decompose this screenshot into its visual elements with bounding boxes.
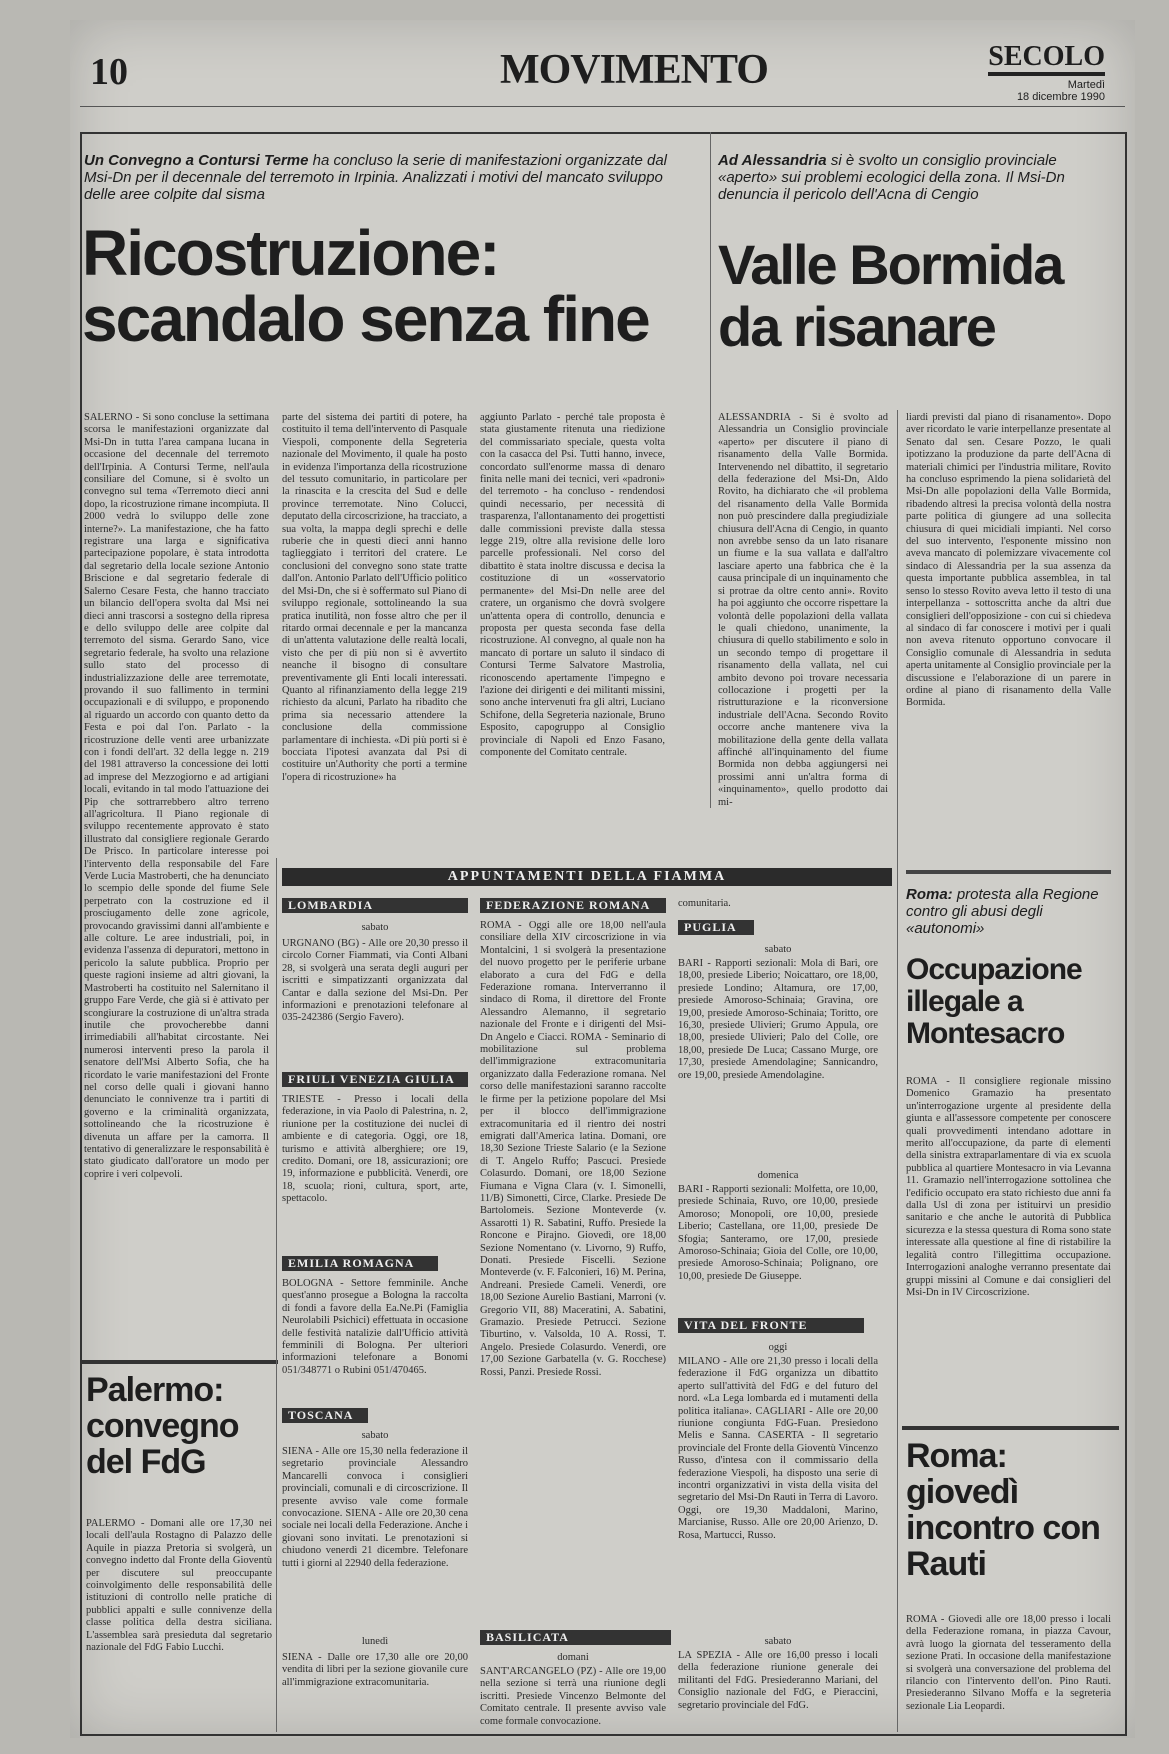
appuntamenti-banner: APPUNTAMENTI DELLA FIAMMA <box>282 868 892 886</box>
lead-headline <box>82 217 702 355</box>
lead-kicker-text: ha concluso la serie di manifestazioni organizzate dal Msi-Dn per il decennale del terremoto in Irpinia. Analizzati i motivi del mancato sviluppo delle aree colpite dal sisma <box>84 152 668 203</box>
vita-day-1: oggi <box>768 1342 788 1353</box>
basilicata-day: domani <box>557 1652 589 1663</box>
rauti-body: ROMA - Giovedì alle ore 18,00 presso i locali della Federazione romana, in piazza Cavour, avrà luogo la giornata del tesseramento della sezione Prati. In occasione della manifestazione si svolgerà una conversazione del problema del rilancio con l'intervento dell'on. Pino Rauti. Presiederanno Silvano Moffa e la segreteria sezionale Lia Leopardi. <box>906 1614 1111 1712</box>
region-vita-fronte: VITA DEL FRONTE <box>678 1318 864 1333</box>
rauti-rule <box>902 1426 1119 1430</box>
section-title: MOVIMENTO <box>500 47 768 93</box>
header-rule <box>80 106 1125 107</box>
newspaper-page <box>70 20 1135 1738</box>
occupazione-kicker <box>906 886 1111 937</box>
romana-continued: comunitaria. <box>678 898 731 909</box>
lombardia-day: sabato <box>361 922 389 933</box>
toscana-day-1: sabato <box>361 1430 389 1441</box>
lead-kicker-place: Un Convegno a Contursi Terme <box>84 152 309 169</box>
basilicata-text: SANT'ARCANGELO (PZ) - Alle ore 19,00 nella sezione si terrà una riunione degli iscritti. Presiede Vincenzo Belmonte del Comitato centrale. Il presente avviso vale come formale convocazione. <box>480 1666 666 1727</box>
valle-headline-line-2: da risanare <box>718 295 995 358</box>
valle-headline-line-1: Valle Bormida <box>718 233 1063 296</box>
lead-headline-line-1: Ricostruzione: <box>82 217 499 289</box>
page-number: 10 <box>90 51 128 93</box>
occupazione-rule <box>906 870 1111 874</box>
issue-day: Martedì <box>1067 79 1105 91</box>
palermo-rule <box>80 1360 278 1364</box>
toscana-text-2: SIENA - Dalle ore 17,30 alle ore 20,00 vendita di libri per la sezione giovanile cure all'immigrazione extracomunitaria. <box>282 1652 468 1688</box>
region-friuli: FRIULI VENEZIA GIULIA <box>282 1072 468 1087</box>
newspaper-logo: SECOLO <box>988 42 1105 76</box>
region-basilicata: BASILICATA <box>480 1630 671 1645</box>
emilia-text: BOLOGNA - Settore femminile. Anche quest'anno prosegue a Bologna la raccolta di fondi a favore della Ea.Ne.Pi (Famiglia Neurolabili Psichici) effettuata in occasione delle festività natalizie dall'Ufficio attività femminili di Bologna. Per ulteriori informazioni telefonare a Bonomi 051/348771 o Rubini 051/470465. <box>282 1278 468 1376</box>
palermo-headline: Palermo: convegno del FdG <box>86 1371 239 1481</box>
lombardia-text: URGNANO (BG) - Alle ore 20,30 presso il circolo Corner Fiammati, via Conti Albani 28, si svolgerà una serata degli auguri per iscritti e simpatizzanti organizzata dal Cantar e dalla sezione del Msi-Dn. Per informazioni e prenotazioni telefonare al 035-242386 (Sergio Favero). <box>282 938 468 1024</box>
friuli-text: TRIESTE - Presso i locali della federazione, in via Paolo di Palestrina, n. 2, riunione per la costituzione dei nuclei di ambiente e di categoria. Oggi, ore 18, turismo e attività alberghiere; ore 19, credito. Domani, ore 18, assicurazioni; ore 19, informazione e pubblicità. Venerdì, ore 18, scuola; rioni, cultura, sport, arte, spettacolo. <box>282 1094 468 1205</box>
vita-day-2: sabato <box>764 1636 792 1647</box>
lead-headline-line-2: scandalo senza fine <box>82 283 649 355</box>
vita-text-1: MILANO - Alle ore 21,30 presso i locali della federazione il FdG organizza un dibattito aperto sull'attività del FdG e del futuro del nord. «La Lega lombarda ed i mutamenti della politica italiana». CAGLIARI - Alle ore 20,00 riunione congiunta FdG-Fuan. Presiedono Melis e Sanna. CASERTA - Il segretario provinciale del Fronte della Gioventù Vincenzo Russo, d'intesa con il commissario della federazione Viespoli, ha disposto una serie di incontri organizzativi in vista della visita del segretario del Msi-Dn Rauti in Terra di Lavoro. Oggi, ore 19,30 Maddaloni, Marino, Marcianise, Russo. Alle ore 20,00 Arienzo, D. Rosa, Martucci, Russo. <box>678 1356 878 1541</box>
issue-date: 18 dicembre 1990 <box>1016 91 1105 103</box>
puglia-day-2: domenica <box>757 1170 799 1181</box>
region-emilia: EMILIA ROMAGNA <box>282 1256 438 1271</box>
right-divider <box>897 410 898 1732</box>
valle-kicker-text: si è svolto un consiglio provinciale «aperto» sui problemi ecologici della zona. Il Msi-Dn denuncia il pericolo dell'Acna di Cengio <box>718 152 1065 203</box>
region-lombardia: LOMBARDIA <box>282 898 468 913</box>
occupazione-body: ROMA - Il consigliere regionale missino Domenico Gramazio ha presentato un'interrogazione urgente al presidente della giunta e all'assessore competente per conoscere quali provvedimenti intendano adottare in merito all'occupazione, da parte di elementi della sinistra extraparlamentare di via ex scuola pubblica al quartiere Montesacro in via Levanna 11. Gramazio nell'interrogazione sottolinea che l'edificio occupato era stato richiesto due anni fa dalla Usl di zona per istituirvi un presidio sanitario e che anche le autorità di Pubblica sicurezza e la stessa questura di Roma sono state interessate alla questione al fine di ristabilire la legalità contro l'illegittima occupazione. Interrogazioni analoghe verranno presentate dai gruppi missini al Comune e dai consiglieri del Msi-Dn in IV Circoscrizione. <box>906 1076 1111 1298</box>
puglia-text-1: BARI - Rapporti sezionali: Mola di Bari, ore 18,00, presiede Liberio; Noicattaro, ore 18,00, presiede Londino; Altamura, ore 17,00, presiede Amoroso-Schinaia; Gravina, ore 19,00, presiede Amoroso-Schinaia; Toritto, ore 16,30, presiede Ulivieri; Grumo Appula, ore 18,00, presiede Ulivieri; Palo del Colle, ore 18,00, presiede De Luca; Cassano Murge, ore 17,30, presiede Amendolagine; Sannicandro, ore 19,00, presiede Amendolagine. <box>678 958 878 1081</box>
region-puglia: PUGLIA <box>678 920 754 935</box>
region-toscana: TOSCANA <box>282 1408 368 1423</box>
valle-headline <box>718 234 1118 358</box>
puglia-day-1: sabato <box>764 944 792 955</box>
valle-column-2: liardi previsti dal piano di risanamento». Dopo aver ricordato le varie interpellanze presentate al Senato dal sen. Cesare Pozzo, le quali ipotizzano la produzione da parte dell'Acna di materiali chimici per l'industria militare, Rovito ha concluso esprimendo la piena solidarietà del Msi-Dn alle popolazioni della Valle Bormida, ribadendo altresì la precisa volontà della nostra parte politica di giungere ad una sollecita chiusura di quei micidiali impianti. Nel corso del suo intervento, l'esponente missino non aveva mancato di polemizzare vivacemente col sindaco di Alessandria per la sua assenza da questa importante pubblica assemblea, in tal senso lo stesso Rovito aveva letto il testo di una interpellanza - sottoscritta anche da altri due consiglieri dell'opposizione - con cui si chiedeva al sindaco di far conoscere i motivi per i quali non aveva ritenuto opportuno convocare il Consiglio comunale di Alessandria in seduta aperta unitamente al Consiglio provinciale per la discussione e l'elaborazione di un parere in ordine al piano di risanamento della Valle Bormida. <box>906 412 1111 709</box>
toscana-text-1: SIENA - Alle ore 15,30 nella federazione il segretario provinciale Alessandro Mancarelli convoca i consiglieri provinciali, comunali e di circoscrizione. Il presente avviso vale come formale convocazione. SIENA - Alle ore 20,30 cena sociale nei locali della Federazione. Anche i giovani sono invitati. Le prenotazioni si chiudono venerdì 21 dicembre. Telefonare tutti i giorni al 22940 della federazione. <box>282 1446 468 1569</box>
rauti-headline: Roma: giovedì incontro con Rauti <box>906 1437 1100 1583</box>
valle-kicker-place: Ad Alessandria <box>718 152 827 169</box>
lead-kicker <box>84 152 694 203</box>
lead-column-1: SALERNO - Si sono concluse la settimana scorsa le manifestazioni organizzate dal Msi-Dn in tutta l'area campana lucana in occasione del decennale del terremoto dell'Irpinia. A Contursi Terme, nell'aula consiliare del Comune, si è svolto un convegno sul tema «Terremoto dieci anni dopo, la ricostruzione rimane incompiuta. Il 2000 vedrà lo sviluppo delle zone interne?». La manifestazione, che ha fatto registrare una larga e significativa partecipazione popolare, è stata introdotta dal segretario della locale sezione Antonio Briscione e dal segretario federale di Salerno Cesare Festa, che hanno tracciato un bilancio dell'opera svolta dal Msi nei dieci anni trascorsi a sostegno della ripresa e dello sviluppo delle aree colpite dal terremoto del sisma. Gerardo Sano, vice segretario federale, ha svolto una relazione sullo stato del processo di industrializzazione delle aree terremotate, provando il suo fallimento in termini occupazionali e di sviluppo, e proponendo al riguardo un accordo con quanto detto da Festa e poi dal l'on. Parlato - la ricostruzione delle venti aree urbanizzate con i fondi dell'art. 32 della legge n. 219 del 1981 attraverso la concessione dei lotti ad imprese del Mezzogiorno e ad artigiani locali, evitando in tal modo l'attuazione dei Pip che sottrarrebbero altro terreno all'agricoltura. Il Piano regionale di sviluppo recentemente approvato è stato illustrato dal consigliere regionale Gerardo De Prisco. In particolare interesse poi l'intervento della responsabile del Fare Verde Lucia Mastroberti, che ha denunciato lo scempio delle sponde del fiume Sele perpetrato con la costruzione ed il prosciugamento delle zone agricole, provocando gravissimi danni all'ambiente e alle colture. Le aree industriali, poi, in evidenza l'assenza di depuratori, mettono in pericolo la salute pubblica. Proprio per queste ragioni insieme ad altri giovani, la Mastroberti ha costituito nel Salernitano il gruppo Fare Verde, che già si è attivato per scongiurare la costruzione di un'altra strada inutile che provocherebbe danni irrimediabili all'habitat circostante. Nei numerosi interventi preso la parola il senatore dell'Msi Alberto Sofia, che ha ricordato le varie manifestazioni del Fronte nel corso delle quali i giovani hanno denunciato le connivenze tra i partiti di governo e la criminalità organizzata, sottolineando che la ricostruzione è divenuta un affare per la camorra. Il tentativo di generalizzare le responsabilità è stato giudicato dall'oratore un modo per coprire i veri colpevoli. <box>84 412 269 1180</box>
masthead <box>988 42 1105 103</box>
occupazione-headline: Occupazione illegale a Montesacro <box>906 953 1082 1050</box>
vita-text-2: LA SPEZIA - Alle ore 16,00 presso i locali della federazione riunione generale dei militanti del FdG. Presiederanno Mariani, del Consiglio nazionale del FdG, e Pieraccini, segretario provinciale del FdG. <box>678 1650 878 1711</box>
valle-kicker <box>718 152 1113 203</box>
left-divider <box>276 858 277 1732</box>
region-romana: FEDERAZIONE ROMANA <box>480 898 666 913</box>
toscana-day-2: lunedì <box>361 1636 389 1647</box>
lead-column-3: aggiunto Parlato - perché tale proposta è stata giustamente ritenuta una riedizione del commissariato speciale, questa volta con la casacca del Psi. Tutti hanno, invece, concordato sull'enorme massa di denaro finita nelle mani dei tecnici, veri «padroni» del terremoto - ha concluso - rendendosi quindi necessario, per necessità di trasparenza, l'allontanamento dei progettisti dalle commissioni previste dalla stessa legge 219, oltre alla revisione delle loro parcelle professionali. Nel corso del dibattito è stata inoltre discussa e decisa la costituzione di un «osservatorio permanente» del Msi-Dn nelle aree del cratere, un organismo che dovrà svolgere un'attenta opera di controllo, denuncia e proposta per questa seconda fase della ricostruzione. Al convegno, al quale non ha mancato di portare un saluto il sindaco di Contursi Terme Salvatore Mastrolia, riconoscendo apertamente l'impegno e l'azione dei dirigenti e dei militanti missini, sono anche intervenuti fra gli altri, Luciano Schifone, della Segreteria nazionale, Bruno Esposito, capogruppo al Consiglio provinciale di Napoli ed Enzo Fasano, componente del Comitato centrale. <box>480 412 665 758</box>
romana-text: ROMA - Oggi alle ore 18,00 nell'aula consiliare della XIV circoscrizione in via Montalcini, 1 si svolgerà la presentazione del nuovo progetto per le periferie urbane elaborato a cura del FdG e della Federazione romana. Interverranno il sindaco di Roma, il direttore del Fronte Alessandro Alemanno, il segretario nazionale del Fronte e i dirigenti del Msi-Dn Angelo e Ciacci. ROMA - Seminario di mobilitazione sul problema dell'immigrazione extracomunitaria organizzato dalla Federazione romana. Nel corso delle manifestazioni saranno raccolte le firme per la petizione popolare del Msi per il blocco dell'immigrazione extracomunitaria ed il rientro dei nostri emigrati dall'America latina. Domani, ore 18,30 Sezione Trieste Salario (e la Sezione di T. Angelo Ruffo; Pascuci. Presiede Colasurdo. Domani, ore 18,00 Sezione Fiumana e Vigna Clara (v. I. Simonelli, 11/B) Simonetti, Circe, Clarke. Presiede De Bartolomeis. Sezione Monteverde (v. Assarotti 1) R. Sabatini, Ruffo. Presiede la Roncone e Pirajno. Giovedì, ore 18,00 Sezione Nomentano (v. Livorno, 9) Ruffo, Donati. Presiede Fiscelli. Sezione Monteverde (v. F. Falconieri, 16) M. Perina, Andreani. Presiede Cameli. Venerdì, ore 18,00 Sezione Aurelio Bastiani, Marroni (v. Gregorio VII, 88) Maceratini, A. Sabatini, Gramazio. Presiede Petrucci. Sezione Tiburtino, v. Valsolda, 10 A. Rossi, T. Angelo. Presiede Colasurdo. Venerdì, ore 17,00 Sezione Garbatella (v. G. Rocchese) Rossi, Panzi. Presiede Rossi. <box>480 920 666 1378</box>
occupazione-kicker-place: Roma: <box>906 886 953 903</box>
puglia-text-2: BARI - Rapporti sezionali: Molfetta, ore 10,00, presiede Schinaia, Ruvo, ore 10,00, presiede Amoroso; Monopoli, ore 10,00, presiede Liberio; Castellana, ore 11,00, presiede De Sfogia; Santeramo, ore 17,00, presiede Amoroso-Schinaia; Gioia del Colle, ore 10,00, presiede Amoroso-Schinaia; Polignano, ore 10,00, presiede De Giuseppe. <box>678 1184 878 1282</box>
frame-divider <box>710 132 711 808</box>
occupazione-kicker-text: protesta alla Regione contro gli abusi degli «autonomi» <box>906 886 1099 937</box>
valle-column-1: ALESSANDRIA - Si è svolto ad Alessandria un Consiglio provinciale «aperto» per discutere il piano di risanamento della Valle Bormida. Intervenendo nel dibattito, il segretario della federazione del Msi-Dn, Aldo Rovito, ha dichiarato che «il problema del risanamento della Valle Bormida non può prescindere dalla pregiudiziale chiusura dell'Acna di Cengio, in quanto non avrebbe senso da un lato risanare un fiume e la sua vallata e dall'altro lasciare aperto una fabbrica che è la causa principale di un inquinamento che si protrae da oltre cento anni». Rovito ha poi aggiunto che occorre rispettare la volontà delle popolazioni della vallata le quali chiedono, unanimente, la chiusura di quello stabilimento e solo in un secondo tempo di progettare il risanamento della vallata, nel cui ambito devono poi trovare necessaria collocazione i progetti per la ristrutturazione e la riconversione industriale dell'Acna. Secondo Rovito occorre anche mantenere viva la mobilitazione della gente della vallata affinché all'inquinamento del fiume Bormida non debba aggiungersi nei prossimi anni un'altra forma di «inquinamento», quello prodotto dai mi- <box>718 412 888 808</box>
palermo-body: PALERMO - Domani alle ore 17,30 nei locali dell'aula Rostagno di Palazzo delle Aquile in piazza Pretoria si svolgerà, un convegno indetto dal Fronte della Gioventù per discutere sul preoccupante coinvolgimento delle responsabilità delle istituzioni di controllo nelle pratiche di pubblici appalti e sulle connivenze della classe politica della destra siciliana. L'assemblea sarà presieduta dal segretario nazionale del FdG Fabio Lucchi. <box>86 1518 272 1654</box>
lead-column-2: parte del sistema dei partiti di potere, ha costituito il tema dell'intervento di Pasquale Viespoli, componente della Segreteria nazionale del Movimento, il quale ha posto in evidenza l'importanza della ricostruzione del tessuto comunitario, in particolare per la rinascita e la crescita del Sud e delle province terremotate. Nino Colucci, deputato della circoscrizione, ha tracciato, a sua volta, la mappa degli sprechi e delle ruberie che in questi dieci anni hanno taglieggiato i territori del cratere. Le conclusioni del convegno sono state tratte dall'on. Antonio Parlato dell'Ufficio politico del Msi-Dn, che si è soffermato sul Piano di sviluppo regionale, sottolineando la sua pratica inutilità, non fosse altro che per il ritardo ormai decennale e per la mancanza di un'attenta valutazione delle realtà locali, visto che per di più non si è avvertito neanche il bisogno di consultare preventivamente gli Enti locali interessati. Quanto al rifinanziamento della legge 219 richiesto da alcuni, Parlato ha ribadito che prima sia necessario attendere la conclusione della commissione parlamentare di inchiesta. «Di più porti si è bocciata l'ipotesi avanzata dal Psi di costituire un'Authority che porti a termine l'opera di ricostruzione» ha <box>282 412 467 783</box>
